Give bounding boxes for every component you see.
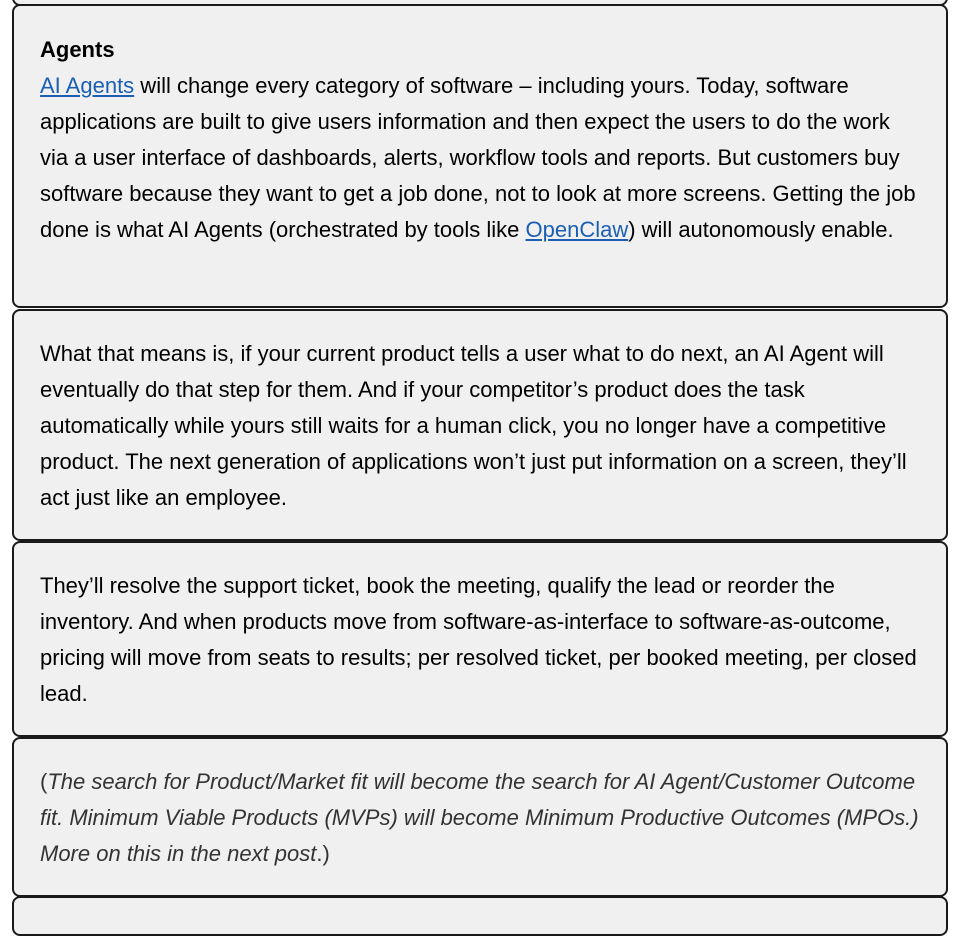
aside-close-text: .)	[316, 841, 330, 866]
aside-italic-text: The search for Product/Market fit will become the search for AI Agent/Customer Outcome fit. Minimum Viable Products (MVPs) will become Minimum Productive Outcomes (MPOs.) More on this in the next post	[40, 769, 919, 866]
agents-paragraph	[40, 68, 922, 248]
outcomes-paragraph: They’ll resolve the support ticket, book the meeting, qualify the lead or reorder the inventory. And when products move from software-as-interface to software-as-outcome, pricing will move from seats to results; per resolved ticket, per booked meeting, per closed lead.	[40, 573, 917, 706]
section-heading: Agents	[40, 37, 115, 62]
aside-open-paren: (	[40, 769, 48, 794]
implications-paragraph: What that means is, if your current product tells a user what to do next, an AI Agent will eventually do that step for them. And if your competitor’s product does the task automatically while yours still waits for a human click, you no longer have a competitive product. The next generation of applications won’t just put information on a screen, they’ll act just like an employee.	[40, 341, 907, 510]
ai-agents-link[interactable]: AI Agents	[40, 73, 135, 98]
outcomes-card	[12, 541, 948, 737]
openclaw-link[interactable]: OpenClaw	[525, 217, 629, 242]
paragraph-text: will change every category of software – including yours. Today, software applications are built to give users information and then expect the users to do the work via a user interface of dashboards, alerts, workflow tools and reports. But customers buy software because they want to get a job done, not to look at more screens. Getting the job done is what AI Agents (orchestrated by tools like	[40, 73, 916, 242]
paragraph-text-end: ) will autonomously enable.	[628, 217, 894, 242]
agents-section-card	[12, 4, 948, 308]
aside-paragraph	[40, 764, 922, 872]
next-card-edge	[12, 896, 948, 936]
implications-card	[12, 309, 948, 541]
aside-note-card	[12, 737, 948, 897]
